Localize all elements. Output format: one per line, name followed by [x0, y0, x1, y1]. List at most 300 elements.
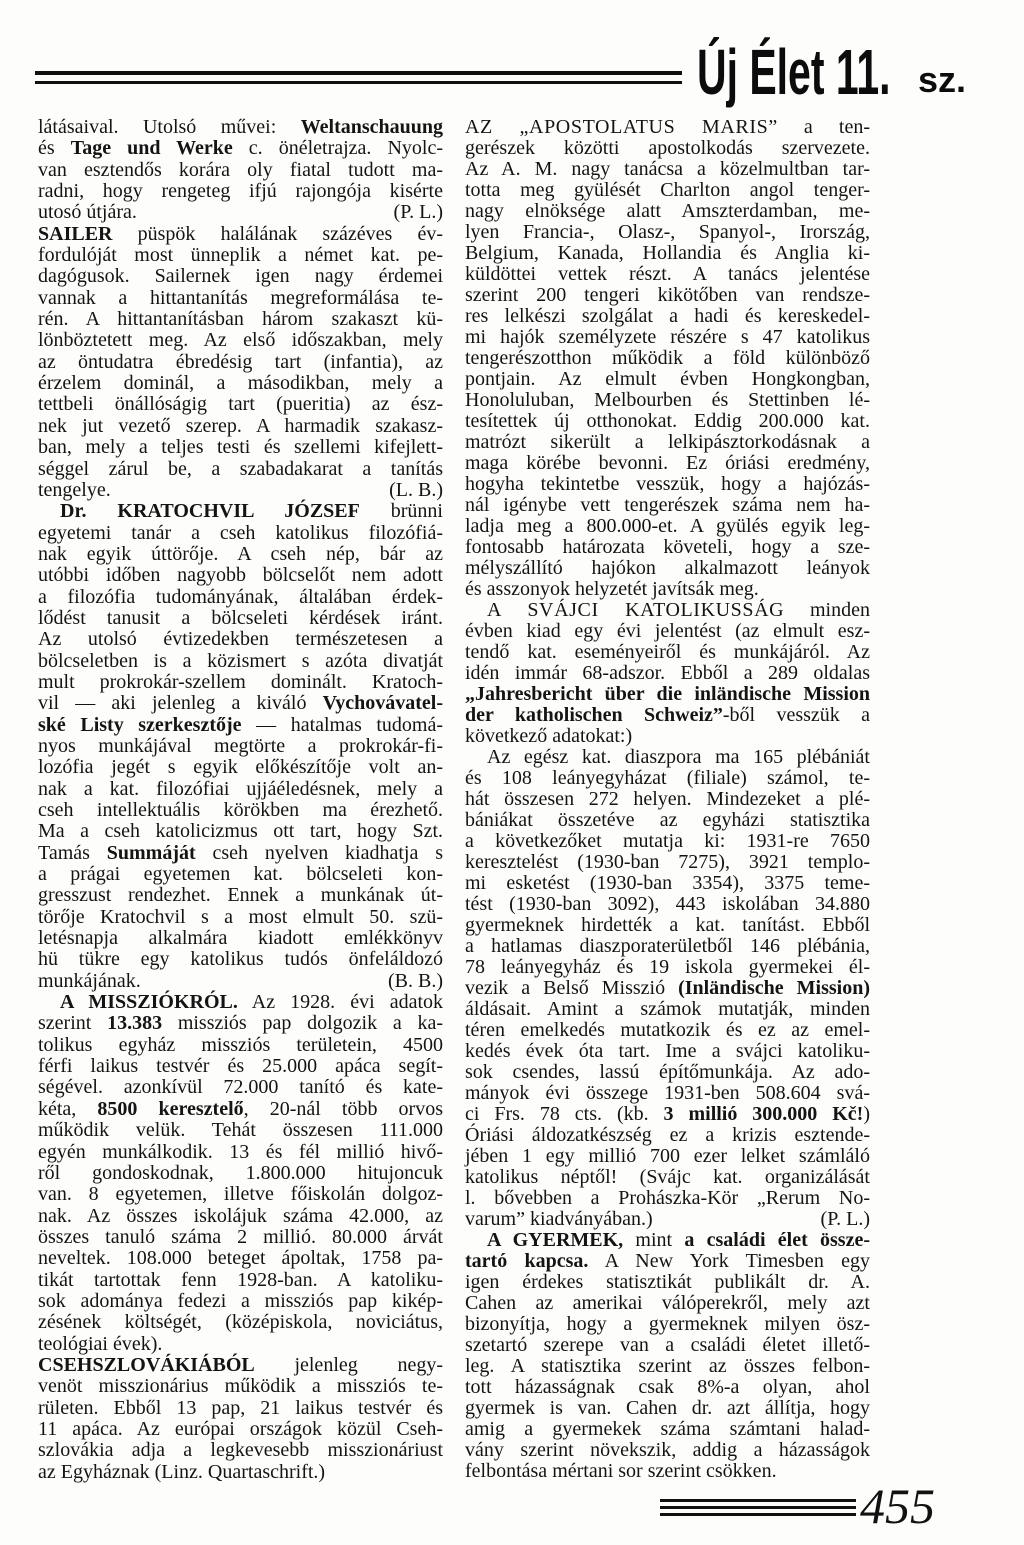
text-run: Óriási áldozatkészség ez a krizis esztende-: [465, 1124, 870, 1146]
line-text: [38, 480, 111, 501]
text-run: tendő kat. eseményeiről és munkájáról. Az: [465, 641, 870, 663]
text-line: [465, 915, 870, 936]
text-run: nál igénybe vett tengerészek száma nem ha-: [465, 494, 870, 516]
text-line: [465, 1461, 870, 1482]
text-run: látásaival. Utolsó művei:: [38, 116, 301, 138]
text-line: [38, 138, 443, 159]
text-line: [465, 1293, 870, 1314]
text-run: a ten-: [777, 116, 870, 138]
text-run: tesítettek új otthonokat. Eddig 200.000 kat.: [465, 410, 870, 432]
article-paragraph: [38, 224, 443, 501]
text-run: tengelye.: [38, 478, 111, 501]
text-run: szlovákia adja a legkevesebb misszionáriust: [38, 1439, 443, 1462]
text-line: [465, 747, 870, 768]
text-line: [465, 810, 870, 831]
author-initials: (B. B.): [388, 969, 443, 992]
text-run: sok csendes, lassú építőmunkája. Az ado-: [465, 1061, 870, 1083]
text-line: [465, 768, 870, 789]
text-run: l. bővebben a Prohászka-Kör „Rerum No-: [465, 1187, 870, 1209]
text-line: [465, 999, 870, 1020]
header-rule: [35, 71, 682, 75]
text-run: összes tanuló száma 2 millió. 80.000 árvát: [38, 1225, 443, 1248]
text-line: [465, 138, 870, 159]
text-run: hát összesen 272 helyen. Mindezeket a plé-: [465, 788, 870, 810]
text-run: letésnapja alkalmára kiadott emlékkönyv: [38, 927, 443, 950]
text-run: ban, mely a teljes testi és szellemi kifejlett-: [38, 436, 443, 459]
text-run: van. 8 egyetemen, illetve főiskolán dolgoz-: [38, 1183, 443, 1206]
text-line: [38, 629, 443, 650]
text-run: -ből vesszük a: [722, 704, 870, 726]
text-line: [38, 373, 443, 394]
text-line: [38, 800, 443, 821]
text-run: hogyha tekintetbe vesszük, hogy a hajózás-: [465, 473, 870, 495]
text-line: [38, 843, 443, 864]
text-line: [465, 726, 870, 747]
bold-text: CSEHSZLOVÁKIÁBÓL: [38, 1353, 255, 1376]
text-line: [38, 1419, 443, 1440]
text-run: hü tükre egy katolikus tudós önfeláldozó: [38, 948, 443, 971]
text-run: és: [38, 137, 71, 160]
text-line: [38, 309, 443, 330]
text-run: gresszust rendezhet. Ennek a munkának út-: [38, 884, 443, 907]
text-line: [465, 1356, 870, 1377]
text-line: [38, 693, 443, 714]
text-run: Belgium, Kanada, Hollandia és Anglia ki-: [465, 242, 870, 264]
text-line: [465, 201, 870, 222]
text-run: cseh intellektuális körökben ma érezhető.: [38, 799, 443, 821]
text-run: áldásait. Amint a számok mutatják, minden: [465, 998, 870, 1020]
bold-text: Weltanschauung: [300, 116, 443, 138]
text-line: [465, 222, 870, 243]
text-run: Ma a cseh katolicizmus ott tart, hogy Szt.: [38, 820, 443, 843]
text-line: [38, 1248, 443, 1269]
text-line: [38, 565, 443, 586]
text-line: [38, 779, 443, 800]
text-run: tést (1930-ban 3092), 443 iskolában 34.880: [465, 893, 870, 915]
text-run: Tamás: [38, 841, 107, 864]
text-line: [465, 390, 870, 411]
bold-text: SAILER: [38, 222, 113, 245]
text-line: [465, 117, 870, 138]
text-line: [465, 516, 870, 537]
text-run: ci Frs. 78 cts. (kb.: [465, 1103, 664, 1125]
text-run: cseh nyelven kiadhatja s: [195, 841, 443, 864]
text-run: tott házasságnak csak 8%-a olyan, ahol: [465, 1376, 870, 1398]
text-run: a következőket mutatja ki: 1931-re 7650: [465, 830, 870, 852]
text-line: [38, 885, 443, 906]
text-line: [465, 705, 870, 726]
text-run: ről gondoskodnak, 1.800.000 hitujoncuk: [38, 1161, 443, 1184]
text-run: idén immár 68-adszor. Ebből a 289 oldalas: [465, 662, 870, 684]
text-line: [465, 1125, 870, 1146]
text-line: [465, 243, 870, 264]
text-line: [465, 537, 870, 558]
caps-heading: A SVÁJCI KATOLIKUSSÁG: [487, 599, 785, 621]
issue-suffix: sz.: [918, 59, 967, 100]
text-run: séggel zárul be, a szabadakarat a tanítás: [38, 457, 443, 480]
text-run: működik velük. Tehát összesen 111.000: [38, 1119, 443, 1142]
text-line: [465, 1251, 870, 1272]
text-line: [38, 1355, 443, 1376]
text-run: tolikus egyház missziós területein, 4500: [38, 1033, 443, 1056]
text-run: Az utolsó évtizedekben természetesen a: [38, 628, 443, 651]
text-line: [465, 642, 870, 663]
text-line: [38, 202, 443, 223]
text-run: rén. A hittantanításban három szakaszt kü-: [38, 308, 443, 331]
text-run: vány szerint növekszik, addig a házasságok: [465, 1439, 870, 1461]
text-run: brünni: [359, 500, 443, 523]
text-line: [465, 1167, 870, 1188]
text-line: [465, 978, 870, 999]
right-text-column: [465, 117, 870, 1482]
text-run: totta meg gyülését Charlton angol tenger-: [465, 179, 870, 201]
text-line: [465, 1146, 870, 1167]
text-line: [465, 474, 870, 495]
text-run: amig a gyermekek száma számtani halad-: [465, 1418, 870, 1440]
text-run: 11 apáca. Az európai országok közül Cseh-: [38, 1417, 443, 1440]
text-line: [38, 672, 443, 693]
text-run: res lelkészi szolgálat a hadi és kereskedel-: [465, 305, 870, 327]
text-line: [38, 1099, 443, 1120]
text-run: van esztendős korára oly fiatal tudott ma-: [38, 158, 443, 181]
text-line: [465, 1209, 870, 1230]
text-run: nyos munkájával megtörte a prokrokár-fi-: [38, 734, 443, 757]
text-run: igen érdekes statisztikát publikált dr. A.: [465, 1271, 870, 1293]
text-run: szerint 200 tengeri kikötőben van rendsze-: [465, 284, 870, 306]
text-run: küldöttei vettek részt. A tanács jelentése: [465, 263, 870, 285]
bold-text: 8500 keresztelő: [97, 1097, 244, 1120]
text-line: [38, 394, 443, 415]
text-run: utóbbi időben nagyobb bölcselőt nem adott: [38, 564, 443, 587]
article-paragraph: [38, 992, 443, 1355]
text-line: [465, 495, 870, 516]
text-line: [465, 1377, 870, 1398]
author-initials: (P. L.): [393, 201, 443, 224]
text-line: [465, 873, 870, 894]
text-line: [465, 453, 870, 474]
text-line: [465, 831, 870, 852]
text-run: érzelem dominál, a másodikban, mely a: [38, 372, 443, 395]
text-run: fordulóját most ünneplik a német kat. pe-: [38, 244, 443, 267]
footer-rule: [660, 1506, 856, 1509]
text-line: [465, 957, 870, 978]
text-run: kedés évek óta tart. Ime a svájci katoliku-: [465, 1040, 870, 1062]
text-line: [465, 1419, 870, 1440]
text-run: szerint: [38, 1012, 108, 1035]
text-line: [465, 852, 870, 873]
text-run: maga körébe bevonni. Ez óriási eredmény,: [465, 452, 870, 474]
text-line: [38, 1206, 443, 1227]
text-line: [38, 608, 443, 629]
text-line: [38, 1013, 443, 1034]
text-line: [38, 928, 443, 949]
text-run: évben kiad egy évi jelentést (az elmult esz-: [465, 620, 870, 642]
text-run: 78 leányegyház és 19 iskola gyermekei él-: [465, 956, 870, 978]
text-line: [465, 348, 870, 369]
text-run: lyen Francia-, Olasz-, Spanyol-, Irország,: [465, 221, 870, 243]
text-run: zésének költségét, (középiskola, noviciátus,: [38, 1311, 443, 1334]
author-initials: (L. B.): [389, 478, 443, 501]
text-run: egyén munkálkodik. 13 és fél millió hivő-: [38, 1140, 443, 1163]
text-run: gerészek közötti apostolkodás szervezete.: [465, 137, 870, 159]
article-paragraph: [465, 747, 870, 1230]
text-run: ladja meg a 800.000-et. A gyülés egyik leg-: [465, 515, 870, 537]
text-run: nak. Az összes iskolájuk száma 42.000, az: [38, 1204, 443, 1227]
text-run: tikát tartottak fenn 1928-ban. A katoliku-: [38, 1268, 443, 1291]
text-run: az öntudatra ébredésig tart (infantia), az: [38, 350, 443, 373]
text-line: [38, 651, 443, 672]
author-initials: (P. L.): [820, 1208, 870, 1230]
text-run: munkájának.: [38, 969, 141, 992]
text-line: [465, 894, 870, 915]
text-run: , 20-nál több orvos: [243, 1097, 443, 1120]
text-run: a hatlamas diaszporaterületből 146 plébánia,: [465, 935, 870, 957]
article-paragraph: [465, 600, 870, 747]
article-paragraph: [465, 1230, 870, 1482]
bold-text: 3 millió 300.000 Kč!: [663, 1103, 864, 1125]
text-run: mult prokrokár-szellem dominált. Kratoch-: [38, 670, 443, 693]
text-run: vezik a Belső Misszió: [465, 977, 679, 999]
text-line: [38, 587, 443, 608]
text-run: neveltek. 108.000 beteget ápoltak, 1758 pa-: [38, 1247, 443, 1270]
text-line: [465, 1062, 870, 1083]
bold-text: Summáját: [106, 841, 196, 864]
bold-text: a családi élet össze-: [684, 1229, 871, 1251]
article-paragraph: [38, 1355, 443, 1483]
text-line: [38, 544, 443, 565]
bold-text: Vychovávatel-: [322, 692, 443, 715]
text-line: [465, 789, 870, 810]
text-run: kéta,: [38, 1097, 98, 1120]
text-line: [465, 159, 870, 180]
text-line: [38, 160, 443, 181]
text-line: [38, 480, 443, 501]
text-run: és asszonyok helyzetét javítsák meg.: [465, 578, 759, 600]
text-run: nek jut vezető szerep. A harmadik szakasz-: [38, 414, 443, 437]
text-run: mint: [623, 1229, 685, 1251]
text-run: mi hajók személyzete részére s 47 katolikus: [465, 326, 870, 348]
text-run: ): [863, 1103, 870, 1125]
text-run: lozófia jegét s egyik előkészítője volt an-: [38, 756, 443, 779]
text-run: mi esketést (1930-ban 3354), 3375 teme-: [465, 872, 870, 894]
text-line: [38, 523, 443, 544]
text-run: jelenleg negy-: [254, 1353, 443, 1376]
text-run: felbontása mértani sor szerint csökken.: [465, 1460, 777, 1482]
text-line: [465, 1335, 870, 1356]
text-line: [38, 1227, 443, 1248]
article-paragraph: [38, 501, 443, 992]
text-run: tengerészotthon működik a föld különböző: [465, 347, 870, 369]
text-run: rületen. Ebből 13 pap, 21 laikus testvér és: [38, 1396, 443, 1419]
text-line: [38, 416, 443, 437]
text-line: [465, 1188, 870, 1209]
text-run: törője Kratochvil s a most elmult 50. szü-: [38, 905, 443, 928]
text-run: bániákat összetéve az egyházi statisztika: [465, 809, 870, 831]
bold-text: ské Listy szerkesztője: [38, 713, 242, 736]
text-run: venöt misszionárius működik a missziós te-: [38, 1375, 443, 1398]
text-line: [38, 757, 443, 778]
text-run: téren emelkedés mutatkozik és ez az emel-: [465, 1019, 870, 1041]
text-line: [38, 1312, 443, 1333]
text-line: [465, 306, 870, 327]
text-run: az Egyháznak (Linz. Quartaschrift.): [38, 1460, 326, 1483]
text-line: [38, 1142, 443, 1163]
text-line: [465, 1083, 870, 1104]
page-number: 455: [860, 1478, 935, 1534]
text-run: — hatalmas tudomá-: [241, 713, 443, 736]
text-run: gyermek is van. Cahen dr. azt állítja, hogy: [465, 1397, 870, 1419]
bold-text: (Inländische Mission): [678, 977, 870, 999]
magazine-title: Új Élet 11.: [697, 36, 891, 108]
text-run: Az 1928. évi adatok: [237, 991, 443, 1014]
bold-text: „Jahresbericht über die inländische Mission: [465, 683, 870, 705]
text-line: [38, 266, 443, 287]
text-run: vannak a hittantanítás megreformálása te-: [38, 286, 443, 309]
text-run: ségével. azonkívül 72.000 tanító és kate-: [38, 1076, 443, 1099]
footer-rule: [660, 1513, 856, 1516]
text-run: leg. A statisztika szerint az összes felbon-: [465, 1355, 870, 1377]
line-text: [38, 971, 141, 992]
text-line: [38, 330, 443, 351]
text-line: [38, 907, 443, 928]
text-run: Az A. M. nagy tanácsa a közelmultban tar-: [465, 158, 870, 180]
text-line: [38, 1077, 443, 1098]
text-line: [38, 715, 443, 736]
caps-heading: AZ „APOSTOLATUS MARIS”: [465, 116, 778, 138]
text-line: [38, 1462, 443, 1483]
text-line: [38, 1184, 443, 1205]
text-run: nagy elnöksége alatt Amszterdamban, me-: [465, 200, 870, 222]
text-line: [38, 501, 443, 522]
text-line: [38, 352, 443, 373]
line-text: [465, 1209, 653, 1230]
text-line: [38, 821, 443, 842]
text-line: [38, 1270, 443, 1291]
bold-text: A GYERMEK,: [487, 1229, 624, 1251]
text-line: [465, 1104, 870, 1125]
bold-text: Tage und Werke: [70, 137, 233, 160]
text-line: [38, 224, 443, 245]
text-line: [38, 949, 443, 970]
text-run: tettbeli önállóságig tart (pueritia) az ész-: [38, 393, 443, 416]
text-line: [465, 1230, 870, 1251]
text-run: nak egyik úttörője. A cseh nép, bár az: [38, 542, 443, 565]
text-run: utosó útjára.: [38, 201, 137, 224]
text-line: [38, 971, 443, 992]
text-line: [465, 684, 870, 705]
text-line: [38, 288, 443, 309]
text-run: mélyszállító hajókon alkalmazott leányok: [465, 557, 870, 579]
text-run: nak a kat. filozófiai ujjáéledésnek, mely a: [38, 777, 443, 800]
text-run: teológiai évek).: [38, 1332, 163, 1355]
left-text-column: [38, 117, 443, 1483]
text-line: [38, 992, 443, 1013]
text-run: Honoluluban, Melbourben és Stettinben lé-: [465, 389, 870, 411]
text-run: pontjain. Az elmult évben Hongkongban,: [465, 368, 870, 390]
text-line: [465, 264, 870, 285]
bold-text: der katholischen Schweiz”: [465, 704, 723, 726]
text-run: c. önéletrajza. Nyolc-: [232, 137, 443, 160]
text-line: [465, 1440, 870, 1461]
text-line: [38, 864, 443, 885]
bold-text: A MISSZIÓKRÓL.: [60, 991, 238, 1014]
text-line: [465, 1398, 870, 1419]
article-paragraph: [465, 117, 870, 600]
text-line: [465, 936, 870, 957]
text-line: [465, 600, 870, 621]
text-line: [38, 1334, 443, 1355]
text-run: férfi laikus testvér és 25.000 apáca segít-: [38, 1055, 443, 1078]
text-run: mányok évi összege 1931-ben 508.604 svá-: [465, 1082, 870, 1104]
text-line: [38, 1291, 443, 1312]
text-line: [38, 117, 443, 138]
text-run: a prágai egyetemen kat. bölcseleti kon-: [38, 863, 443, 886]
text-run: és 108 leányegyházat (filiale) számol, te-: [465, 767, 870, 789]
footer-rule: [660, 1499, 856, 1502]
text-line: [38, 245, 443, 266]
text-run: keresztelést (1930-ban 7275), 3921 templo-: [465, 851, 870, 873]
text-line: [38, 459, 443, 480]
text-line: [465, 579, 870, 600]
text-line: [465, 1020, 870, 1041]
text-line: [465, 180, 870, 201]
header-rule: [35, 81, 682, 84]
text-line: [465, 1272, 870, 1293]
text-run: a filozófia tudományának, általában érdek-: [38, 585, 443, 608]
text-line: [38, 1120, 443, 1141]
text-line: [38, 1398, 443, 1419]
text-line: [465, 558, 870, 579]
bold-text: tartó kapcsa.: [465, 1250, 589, 1272]
text-line: [38, 437, 443, 458]
line-text: [38, 202, 137, 223]
text-run: katolikus néptől! (Svájc kat. organizálását: [465, 1166, 870, 1188]
text-run: lönböztetett meg. Az első időszakban, mely: [38, 329, 443, 352]
text-run: bölcseletben is a közismert s azóta divatját: [38, 649, 443, 672]
text-line: [465, 411, 870, 432]
text-line: [465, 1041, 870, 1062]
text-line: [465, 369, 870, 390]
text-run: Az egész kat. diaszpora ma 165 plébániát: [487, 746, 870, 768]
text-run: püspök halálának százéves év-: [112, 222, 443, 245]
text-line: [38, 1376, 443, 1397]
text-run: minden: [784, 599, 870, 621]
text-line: [465, 327, 870, 348]
bold-text: 13.383: [107, 1012, 163, 1035]
text-line: [38, 1440, 443, 1461]
text-line: [38, 1163, 443, 1184]
text-run: gyermeknek hirdették a kat. tanítást. Ebből: [465, 914, 870, 936]
bold-text: Dr. KRATOCHVIL JÓZSEF: [60, 500, 360, 523]
text-run: missziós pap dolgozik a ka-: [162, 1012, 443, 1035]
text-line: [465, 621, 870, 642]
text-line: [465, 1314, 870, 1335]
text-run: fontosabb határozata követeli, hogy a sze-: [465, 536, 870, 558]
text-line: [38, 736, 443, 757]
text-line: [465, 663, 870, 684]
text-run: radni, hogy rengeteg ifjú rajongója kisérte: [38, 180, 443, 203]
text-run: szetartó szerepe van a családi életet illető-: [465, 1334, 870, 1356]
article-paragraph: [38, 117, 443, 224]
text-line: [38, 1035, 443, 1056]
text-run: dagógusok. Sailernek igen nagy érdemei: [38, 265, 443, 288]
text-run: következő adatokat:): [465, 725, 633, 747]
text-run: matrózt sikerült a lelkipásztorkodásnak a: [465, 431, 870, 453]
text-run: bizonyítja, hogy a gyermeknek milyen ösz-: [465, 1313, 870, 1335]
text-run: varum” kiadványában.): [465, 1208, 653, 1230]
text-run: vil — aki jelenleg a kiváló: [38, 692, 323, 715]
text-line: [38, 181, 443, 202]
